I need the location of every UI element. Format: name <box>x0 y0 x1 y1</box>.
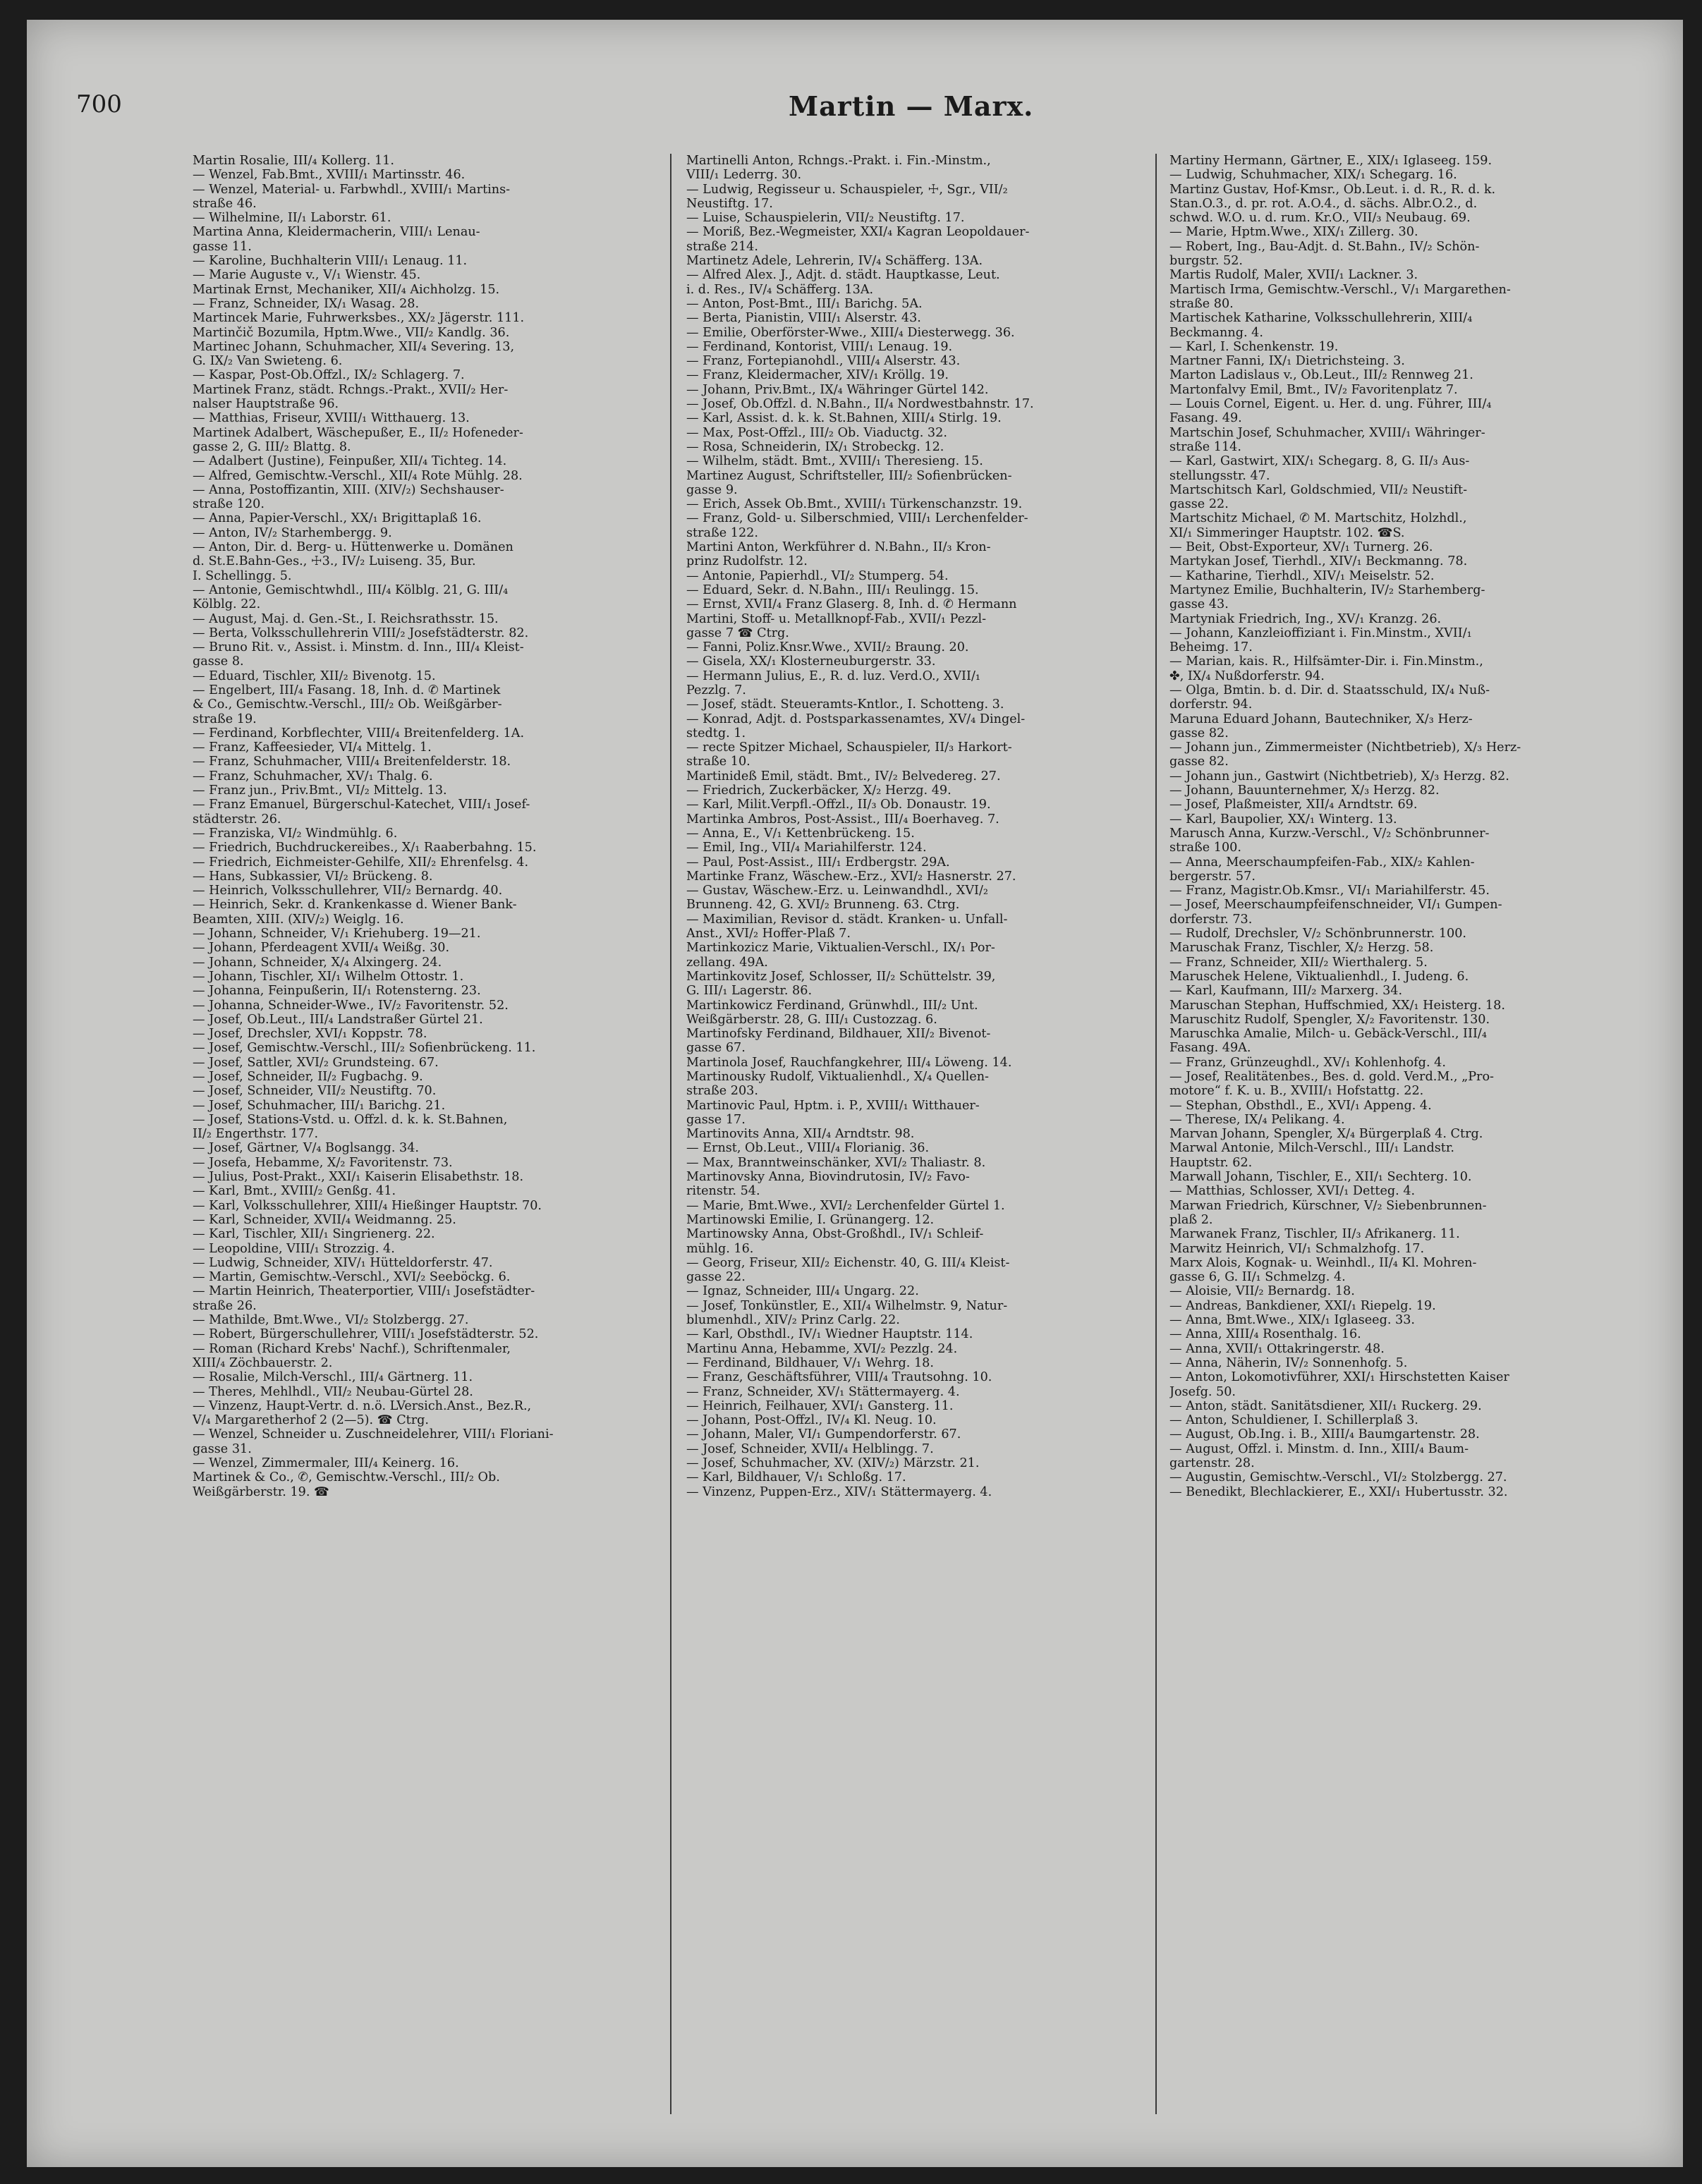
directory-entry: — Johann, Schneider, V/₁ Kriehuberg. 19—21. <box>193 927 481 941</box>
directory-entry: Martis Rudolf, Maler, XVII/₁ Lackner. 3. <box>1169 268 1418 283</box>
directory-entry: — Johanna, Schneider-Wwe., IV/₂ Favoritenstr. 52. <box>193 998 509 1013</box>
directory-entry: ritenstr. 54. <box>686 1184 760 1199</box>
directory-entry: — Anton, Post-Bmt., III/₁ Barichg. 5A. <box>686 296 923 311</box>
directory-entry: — Friedrich, Buchdruckereibes., X/₁ Raaberbahng. 15. <box>193 841 537 855</box>
directory-entry: — Anton, Dir. d. Berg- u. Hüttenwerke u. Domänen <box>193 540 513 555</box>
directory-entry: straße 122. <box>686 525 758 540</box>
directory-entry: — Anton, städt. Sanitätsdiener, XII/₁ Ruckerg. 29. <box>1169 1398 1482 1413</box>
directory-entry: I. Schellingg. 5. <box>193 568 292 583</box>
directory-entry: Martschin Josef, Schuhmacher, XVIII/₁ Währinger- <box>1169 425 1485 440</box>
directory-entry: — Rosa, Schneiderin, IX/₁ Strobeckg. 12. <box>686 439 944 454</box>
directory-entry: — Karl, Obsthdl., IV/₁ Wiedner Hauptstr. 114. <box>686 1327 973 1342</box>
directory-entry: prinz Rudolfstr. 12. <box>686 554 808 569</box>
directory-entry: — Josef, Schuhmacher, XV. (XIV/₂) Märzstr. 21. <box>686 1456 980 1471</box>
directory-entry: Marusch Anna, Kurzw.-Verschl., V/₂ Schönbrunner- <box>1169 826 1490 841</box>
directory-entry: Martinofsky Ferdinand, Bildhauer, XII/₂ Bivenot- <box>686 1027 991 1042</box>
directory-entry: Martinek Adalbert, Wäschepußer, E., II/₂ Hofeneder- <box>193 425 523 440</box>
directory-entry: — Beit, Obst-Exporteur, XV/₁ Turnerg. 26. <box>1169 540 1433 555</box>
directory-entry: Martinkozicz Marie, Viktualien-Verschl., IX/₁ Por- <box>686 941 995 956</box>
directory-entry: — Anna, XVII/₁ Ottakringerstr. 48. <box>1169 1341 1385 1356</box>
directory-entry: — Hans, Subkassier, VI/₂ Brückeng. 8. <box>193 869 433 884</box>
directory-entry: straße 100. <box>1169 841 1241 855</box>
directory-entry: — Gisela, XX/₁ Klosterneuburgerstr. 33. <box>686 654 936 669</box>
column-right <box>1169 154 1642 2114</box>
directory-entry: — Franziska, VI/₂ Windmühlg. 6. <box>193 826 398 841</box>
directory-entry: — August, Ob.Ing. i. B., XIII/₄ Baumgartenstr. 28. <box>1169 1427 1480 1442</box>
directory-entry: — Ignaz, Schneider, III/₄ Ungarg. 22. <box>686 1284 919 1299</box>
directory-entry: V/₄ Margaretherhof 2 (2—5). ☎ Ctrg. <box>193 1413 430 1428</box>
directory-entry: — Karl, I. Schenkenstr. 19. <box>1169 339 1339 354</box>
directory-entry: Martinowsky Anna, Obst-Großhdl., IV/₁ Schleif- <box>686 1227 984 1242</box>
directory-entry: — Matthias, Friseur, XVIII/₁ Witthauerg. 13. <box>193 411 470 426</box>
directory-entry: — Karl, Assist. d. k. k. St.Bahnen, XIII/₄ Stirlg. 19. <box>686 411 1002 426</box>
directory-entry: — Benedikt, Blechlackierer, E., XXI/₁ Hubertusstr. 32. <box>1169 1484 1508 1499</box>
directory-entry: — Andreas, Bankdiener, XXI/₁ Riepelg. 19. <box>1169 1298 1436 1313</box>
directory-entry: — Alfred, Gemischtw.-Verschl., XII/₄ Rote Mühlg. 28. <box>193 468 523 483</box>
directory-entry: straße 26. <box>193 1298 257 1313</box>
directory-entry: — Ernst, XVII/₄ Franz Glaserg. 8, Inh. d. ✆ Hermann <box>686 597 1017 612</box>
directory-entry: — Johann, Schneider, X/₄ Alxingerg. 24. <box>193 955 442 970</box>
directory-entry: — Johann, Priv.Bmt., IX/₄ Währinger Gürtel 142. <box>686 382 989 397</box>
directory-entry: Fasang. 49. <box>1169 411 1242 426</box>
directory-entry: — Alfred Alex. J., Adjt. d. städt. Hauptkasse, Leut. <box>686 268 1000 283</box>
directory-entry: gasse 67. <box>686 1041 746 1056</box>
directory-entry: — Anna, Bmt.Wwe., XIX/₁ Iglaseeg. 33. <box>1169 1313 1416 1328</box>
directory-entry: — Bruno Rit. v., Assist. i. Minstm. d. Inn., III/₄ Kleist- <box>193 640 524 655</box>
directory-entry: — Franz, Magistr.Ob.Kmsr., VI/₁ Mariahilferstr. 45. <box>1169 884 1490 898</box>
directory-entry: — Josef, Sattler, XVI/₂ Grundsteing. 67. <box>193 1055 439 1070</box>
directory-entry: Martinkovitz Josef, Schlosser, II/₂ Schüttelstr. 39, <box>686 969 996 984</box>
directory-entry: mühlg. 16. <box>686 1241 754 1256</box>
directory-entry: — Anna, E., V/₁ Kettenbrückeng. 15. <box>686 826 915 841</box>
directory-entry: — Franz, Schneider, IX/₁ Wasag. 28. <box>193 296 420 311</box>
directory-entry: — Franz jun., Priv.Bmt., VI/₂ Mittelg. 13. <box>193 783 447 798</box>
directory-entry: straße 114. <box>1169 439 1241 454</box>
directory-entry: Martinez August, Schriftsteller, III/₂ Sofienbrücken- <box>686 468 1012 483</box>
directory-entry: — Wenzel, Schneider u. Zuschneidelehrer, VIII/₁ Floriani- <box>193 1427 554 1442</box>
directory-entry: nalser Hauptstraße 96. <box>193 397 339 412</box>
directory-entry: Martner Fanni, IX/₁ Dietrichsteing. 3. <box>1169 354 1405 369</box>
page-number: 700 <box>76 90 122 118</box>
directory-entry: — Konrad, Adjt. d. Postsparkassenamtes, XV/₄ Dingel- <box>686 712 1026 726</box>
directory-entry: gasse 9. <box>686 482 738 497</box>
directory-entry: gasse 6, G. II/₁ Schmelzg. 4. <box>1169 1270 1346 1285</box>
directory-entry: — Josef, Realitätenbes., Bes. d. gold. Verd.M., „Pro- <box>1169 1070 1494 1084</box>
directory-entry: — Anna, XIII/₄ Rosenthalg. 16. <box>1169 1327 1361 1342</box>
directory-entry: Marton Ladislaus v., Ob.Leut., III/₂ Rennweg 21. <box>1169 368 1473 383</box>
directory-entry: — Rosalie, Milch-Verschl., III/₄ Gärtnerg. 11. <box>193 1370 473 1385</box>
directory-entry: — Josefa, Hebamme, X/₂ Favoritenstr. 73. <box>193 1155 453 1170</box>
directory-entry: Marwal Antonie, Milch-Verschl., III/₁ Landstr. <box>1169 1141 1454 1156</box>
directory-entry: — Franz, Kleidermacher, XIV/₁ Kröllg. 19. <box>686 368 949 383</box>
directory-entry: Kölblg. 22. <box>193 597 261 612</box>
directory-entry: & Co., Gemischtw.-Verschl., III/₂ Ob. Weißgärber- <box>193 697 502 712</box>
directory-entry: — Theres, Mehlhdl., VII/₂ Neubau-Gürtel 28. <box>193 1384 473 1399</box>
directory-entry: i. d. Res., IV/₄ Schäfferg. 13A. <box>686 282 874 297</box>
directory-entry: — Josef, Ob.Offzl. d. N.Bahn., II/₄ Nordwestbahnstr. 17. <box>686 397 1034 412</box>
directory-entry: — Josef, Tonkünstler, E., XII/₄ Wilhelmstr. 9, Natur- <box>686 1298 1008 1313</box>
directory-entry: — Hermann Julius, E., R. d. luz. Verd.O., XVII/₁ <box>686 669 980 683</box>
directory-entry: — Maximilian, Revisor d. städt. Kranken- u. Unfall- <box>686 912 1008 927</box>
directory-entry: — Josef, Drechsler, XVI/₁ Koppstr. 78. <box>193 1027 427 1042</box>
directory-entry: — Adalbert (Justine), Feinpußer, XII/₄ Tichteg. 14. <box>193 454 507 469</box>
directory-entry: — Karl, Bmt., XVIII/₂ Genßg. 41. <box>193 1184 396 1199</box>
directory-entry: Anst., XVI/₂ Hoffer-Plaß 7. <box>686 927 851 941</box>
directory-entry: — Matthias, Schlosser, XVI/₁ Detteg. 4. <box>1169 1184 1416 1199</box>
directory-entry: gasse 22. <box>1169 497 1229 512</box>
directory-entry: — Friedrich, Eichmeister-Gehilfe, XII/₂ Ehrenfelsg. 4. <box>193 855 529 870</box>
directory-entry: Martyniak Friedrich, Ing., XV/₁ Kranzg. 26. <box>1169 611 1442 626</box>
directory-entry: gartenstr. 28. <box>1169 1456 1255 1471</box>
directory-entry: Martinčič Bozumila, Hptm.Wwe., VII/₂ Kandlg. 36. <box>193 325 510 340</box>
directory-entry: — Karl, Tischler, XII/₁ Singrienerg. 22. <box>193 1227 435 1242</box>
directory-entry: — Engelbert, III/₄ Fasang. 18, Inh. d. ✆ Martinek <box>193 683 501 697</box>
directory-entry: — Josef, Ob.Leut., III/₄ Landstraßer Gürtel 21. <box>193 1012 483 1027</box>
directory-entry: zellang. 49A. <box>686 955 768 970</box>
directory-entry: — Anton, Schuldiener, I. Schillerplaß 3. <box>1169 1413 1418 1428</box>
directory-entry: — Johann, Post-Offzl., IV/₄ Kl. Neug. 10. <box>686 1413 937 1428</box>
directory-entry: plaß 2. <box>1169 1212 1213 1227</box>
directory-entry: Marwan Friedrich, Kürschner, V/₂ Siebenbrunnen- <box>1169 1198 1487 1213</box>
directory-entry: — Johann, Tischler, XI/₁ Wilhelm Ottostr. 1. <box>193 969 464 984</box>
directory-entry: — Vinzenz, Puppen-Erz., XIV/₁ Stättermayerg. 4. <box>686 1484 992 1499</box>
directory-entry: Stan.O.3., d. pr. rot. A.O.4., d. sächs. Albr.O.2., d. <box>1169 196 1478 211</box>
directory-entry: Beckmanng. 4. <box>1169 325 1263 340</box>
directory-entry: Maruschka Amalie, Milch- u. Gebäck-Verschl., III/₄ <box>1169 1027 1487 1042</box>
directory-entry: Marwanek Franz, Tischler, II/₃ Afrikanerg. 11. <box>1169 1227 1460 1242</box>
directory-entry: gasse 43. <box>1169 597 1229 612</box>
directory-entry: — Wenzel, Fab.Bmt., XVIII/₁ Martinsstr. 46. <box>193 168 466 183</box>
directory-entry: Josefg. 50. <box>1169 1384 1236 1399</box>
directory-entry: — Erich, Assek Ob.Bmt., XVIII/₁ Türkenschanzstr. 19. <box>686 497 1023 512</box>
directory-entry: — Leopoldine, VIII/₁ Strozzig. 4. <box>193 1241 395 1256</box>
directory-entry: — Karl, Bildhauer, V/₁ Schloßg. 17. <box>686 1470 906 1485</box>
directory-entry: — Olga, Bmtin. b. d. Dir. d. Staatsschuld, IX/₄ Nuß- <box>1169 683 1490 697</box>
directory-entry: — Berta, Volksschullehrerin VIII/₂ Josefstädterstr. 82. <box>193 626 529 640</box>
directory-entry: straße 120. <box>193 497 265 512</box>
directory-entry: schwd. W.O. u. d. rum. Kr.O., VII/₃ Neubaug. 69. <box>1169 211 1471 226</box>
directory-entry: — Heinrich, Volksschullehrer, VII/₂ Bernardg. 40. <box>193 884 503 898</box>
directory-entry: — Karl, Schneider, XVII/₄ Weidmanng. 25. <box>193 1212 456 1227</box>
directory-entry: Martykan Josef, Tierhdl., XIV/₁ Beckmanng. 78. <box>1169 554 1468 569</box>
directory-entry: — Anna, Meerschaumpfeifen-Fab., XIX/₂ Kahlen- <box>1169 855 1475 870</box>
directory-entry: gasse 8. <box>193 654 244 669</box>
directory-entry: — Augustin, Gemischtw.-Verschl., VI/₂ Stolzbergg. 27. <box>1169 1470 1507 1485</box>
directory-entry: — Georg, Friseur, XII/₂ Eichenstr. 40, G. III/₄ Kleist- <box>686 1255 1010 1270</box>
directory-entry: Weißgärberstr. 28, G. III/₁ Custozzag. 6. <box>686 1012 937 1027</box>
directory-entry: Martinelli Anton, Rchngs.-Prakt. i. Fin.-Minstm., <box>686 154 991 168</box>
directory-entry: — Johann jun., Zimmermeister (Nichtbetrieb), X/₃ Herz- <box>1169 740 1521 755</box>
directory-entry: — August, Maj. d. Gen.-St., I. Reichsrathsstr. 15. <box>193 611 499 626</box>
directory-entry: straße 203. <box>686 1084 758 1099</box>
directory-entry: Beamten, XIII. (XIV/₂) Weiglg. 16. <box>193 912 404 927</box>
directory-entry: Martischek Katharine, Volksschullehrerin, XIII/₄ <box>1169 311 1473 326</box>
directory-entry: Marvan Johann, Spengler, X/₄ Bürgerplaß 4. Ctrg. <box>1169 1127 1483 1142</box>
directory-entry: burgstr. 52. <box>1169 254 1244 269</box>
directory-entry: — Fanni, Poliz.Knsr.Wwe., XVII/₂ Braung. 20. <box>686 640 969 655</box>
directory-entry: — recte Spitzer Michael, Schauspieler, II/₃ Harkort- <box>686 740 1012 755</box>
directory-entry: — Josef, Schuhmacher, III/₁ Barichg. 21. <box>193 1098 446 1113</box>
directory-entry: Martonfalvy Emil, Bmt., IV/₂ Favoritenplatz 7. <box>1169 382 1458 397</box>
directory-entry: — Johann jun., Gastwirt (Nichtbetrieb), X/₃ Herzg. 82. <box>1169 769 1509 783</box>
directory-entry: Pezzlg. 7. <box>686 683 746 697</box>
directory-entry: — Eduard, Tischler, XII/₂ Bivenotg. 15. <box>193 669 436 683</box>
directory-entry: — Moriß, Bez.-Wegmeister, XXI/₄ Kagran Leopoldauer- <box>686 225 1030 240</box>
directory-entry: d. St.E.Bahn-Ges., ☩3., IV/₂ Luiseng. 35, Bur. <box>193 554 476 569</box>
directory-entry: Martinovic Paul, Hptm. i. P., XVIII/₁ Witthauer- <box>686 1098 980 1113</box>
directory-entry: straße 19. <box>193 712 257 726</box>
directory-entry: — Louis Cornel, Eigent. u. Her. d. ung. Führer, III/₄ <box>1169 397 1492 412</box>
directory-entry: Martina Anna, Kleidermacherin, VIII/₁ Lenau- <box>193 225 480 240</box>
directory-entry: — Franz, Schneider, XV/₁ Stättermayerg. 4. <box>686 1384 960 1399</box>
directory-entry: Fasang. 49A. <box>1169 1041 1251 1056</box>
directory-entry: Martini, Stoff- u. Metallknopf-Fab., XVII/₁ Pezzl- <box>686 611 987 626</box>
directory-entry: — Gustav, Wäschew.-Erz. u. Leinwandhdl., XVI/₂ <box>686 884 988 898</box>
directory-entry: — Franz, Grünzeughdl., XV/₁ Kohlenhofg. 4. <box>1169 1055 1446 1070</box>
directory-entry: ✤, IX/₄ Nußdorferstr. 94. <box>1169 669 1325 683</box>
directory-entry: — Josef, Schneider, II/₂ Fugbachg. 9. <box>193 1070 423 1084</box>
directory-entry: — Eduard, Sekr. d. N.Bahn., III/₁ Reulingg. 15. <box>686 582 979 597</box>
directory-entry: Hauptstr. 62. <box>1169 1155 1253 1170</box>
directory-entry: — Johann, Pferdeagent XVII/₄ Weißg. 30. <box>193 941 450 956</box>
directory-entry: Martinousky Rudolf, Viktualienhdl., X/₄ Quellen- <box>686 1070 989 1084</box>
directory-entry: — Anna, Näherin, IV/₂ Sonnenhofg. 5. <box>1169 1355 1408 1370</box>
directory-entry: — Anna, Postoffizantin, XIII. (XIV/₂) Sechshauser- <box>193 482 504 497</box>
directory-entry: — Marie, Hptm.Wwe., XIX/₁ Zillerg. 30. <box>1169 225 1418 240</box>
directory-entry: — Kaspar, Post-Ob.Offzl., IX/₂ Schlagerg. 7. <box>193 368 465 383</box>
directory-entry: G. III/₁ Lagerstr. 86. <box>686 984 813 999</box>
directory-entry: — Karl, Baupolier, XX/₁ Winterg. 13. <box>1169 812 1397 826</box>
directory-entry: Martinovsky Anna, Biovindrutosin, IV/₂ Favo- <box>686 1170 970 1185</box>
directory-entry: Martinideß Emil, städt. Bmt., IV/₂ Belvedereg. 27. <box>686 769 1001 783</box>
directory-entry: — Ludwig, Regisseur u. Schauspieler, ☩, Sgr., VII/₂ <box>686 182 1008 197</box>
directory-entry: — Johann, Kanzleioffiziant i. Fin.Minstm., XVII/₁ <box>1169 626 1472 640</box>
directory-entry: straße 46. <box>193 196 257 211</box>
directory-entry: gasse 82. <box>1169 726 1229 740</box>
directory-entry: — Friedrich, Zuckerbäcker, X/₂ Herzg. 49. <box>686 783 952 798</box>
directory-entry: gasse 11. <box>193 239 252 254</box>
column-rule <box>670 154 671 2114</box>
directory-entry: — Ludwig, Schuhmacher, XIX/₁ Schegarg. 16. <box>1169 168 1457 183</box>
directory-entry: — Josef, Schneider, XVII/₄ Helblingg. 7. <box>686 1441 934 1456</box>
directory-entry: städterstr. 26. <box>193 812 281 826</box>
directory-entry: — Karl, Kaufmann, III/₂ Marxerg. 34. <box>1169 984 1403 999</box>
directory-entry: — Franz Emanuel, Bürgerschul-Katechet, VIII/₁ Josef- <box>193 798 530 812</box>
directory-entry: gasse 7 ☎ Ctrg. <box>686 626 789 640</box>
directory-entry: — Josef, Meerschaumpfeifenschneider, VI/₁ Gumpen- <box>1169 898 1502 913</box>
directory-entry: Maruschitz Rudolf, Spengler, X/₂ Favoritenstr. 130. <box>1169 1012 1490 1027</box>
directory-entry: — Ernst, Ob.Leut., VIII/₄ Florianig. 36. <box>686 1141 930 1156</box>
directory-entry: — Ferdinand, Kontorist, VIII/₁ Lenaug. 19. <box>686 339 953 354</box>
directory-entry: — Josef, Gemischtw.-Verschl., III/₂ Sofienbrückeng. 11. <box>193 1041 536 1056</box>
directory-entry: XIII/₄ Zöchbauerstr. 2. <box>193 1355 333 1370</box>
directory-entry: — Luise, Schauspielerin, VII/₂ Neustiftg. 17. <box>686 211 965 226</box>
directory-entry: Martynez Emilie, Buchhalterin, IV/₂ Starhemberg- <box>1169 582 1485 597</box>
directory-entry: — Franz, Kaffeesieder, VI/₄ Mittelg. 1. <box>193 740 432 755</box>
directory-entry: Maruna Eduard Johann, Bautechniker, X/₃ Herz- <box>1169 712 1473 726</box>
directory-entry: — August, Offzl. i. Minstm. d. Inn., XIII/₄ Baum- <box>1169 1441 1469 1456</box>
directory-entry: gasse 2, G. III/₂ Blattg. 8. <box>193 439 351 454</box>
directory-entry: Martin Rosalie, III/₄ Kollerg. 11. <box>193 154 394 168</box>
directory-entry: — Katharine, Tierhdl., XIV/₁ Meiselstr. 52. <box>1169 568 1435 583</box>
directory-entry: — Antonie, Papierhdl., VI/₂ Stumperg. 54. <box>686 568 949 583</box>
directory-entry: Martinec Johann, Schuhmacher, XII/₄ Severing. 13, <box>193 339 515 354</box>
directory-entry: — Johann, Bauunternehmer, X/₃ Herzg. 82. <box>1169 783 1440 798</box>
directory-entry: — Franz, Fortepianohdl., VIII/₄ Alserstr. 43. <box>686 354 961 369</box>
directory-entry: — Heinrich, Sekr. d. Krankenkasse d. Wiener Bank- <box>193 898 517 913</box>
directory-entry: — Vinzenz, Haupt-Vertr. d. n.ö. LVersich.Anst., Bez.R., <box>193 1398 532 1413</box>
directory-entry: — Therese, IX/₄ Pelikang. 4. <box>1169 1112 1345 1127</box>
directory-entry: — Franz, Schuhmacher, VIII/₄ Breitenfelderstr. 18. <box>193 755 511 769</box>
directory-entry: Martisch Irma, Gemischtw.-Verschl., V/₁ Margarethen- <box>1169 282 1511 297</box>
directory-entry: — Karl, Milit.Verpfl.-Offzl., II/₃ Ob. Donaustr. 19. <box>686 798 991 812</box>
directory-entry: — Anna, Papier-Verschl., XX/₁ Brigittaplaß 16. <box>193 511 482 526</box>
directory-entry: Martinkowicz Ferdinand, Grünwhdl., III/₂ Unt. <box>686 998 978 1013</box>
directory-entry: — Martin Heinrich, Theaterportier, VIII/₁ Josefstädter- <box>193 1284 535 1299</box>
directory-entry: Martinek & Co., ✆, Gemischtw.-Verschl., III/₂ Ob. <box>193 1470 500 1485</box>
directory-entry: — Marie Auguste v., V/₁ Wienstr. 45. <box>193 268 421 283</box>
directory-entry: Martiny Hermann, Gärtner, E., XIX/₁ Iglaseeg. 159. <box>1169 154 1493 168</box>
directory-entry: XI/₁ Simmeringer Hauptstr. 102. ☎S. <box>1169 525 1405 540</box>
directory-entry: Martinowski Emilie, I. Grünangerg. 12. <box>686 1212 935 1227</box>
directory-entry: — Josef, städt. Steueramts-Kntlor., I. Schotteng. 3. <box>686 697 1004 712</box>
directory-entry: — Mathilde, Bmt.Wwe., VI/₂ Stolzbergg. 27. <box>193 1313 469 1328</box>
directory-entry: straße 214. <box>686 239 758 254</box>
directory-page <box>27 20 1683 2167</box>
directory-entry: — Ferdinand, Korbflechter, VIII/₄ Breitenfelderg. 1A. <box>193 726 525 740</box>
directory-entry: — Heinrich, Feilhauer, XVI/₁ Gansterg. 11. <box>686 1398 954 1413</box>
directory-entry: — Josef, Gärtner, V/₄ Boglsangg. 34. <box>193 1141 419 1156</box>
directory-entry: Marx Alois, Kognak- u. Weinhdl., II/₄ Kl. Mohren- <box>1169 1255 1477 1270</box>
directory-entry: Beheimg. 17. <box>1169 640 1253 655</box>
directory-entry: — Johanna, Feinpußerin, II/₁ Rotensterng. 23. <box>193 984 481 999</box>
directory-entry: — Franz, Schuhmacher, XV/₁ Thalg. 6. <box>193 769 433 783</box>
directory-entry: dorferstr. 73. <box>1169 912 1253 927</box>
directory-entry: Maruschek Helene, Viktualienhdl., I. Judeng. 6. <box>1169 969 1469 984</box>
directory-entry: — Karl, Volksschullehrer, XIII/₄ Hießinger Hauptstr. 70. <box>193 1198 542 1213</box>
directory-entry: bergerstr. 57. <box>1169 869 1256 884</box>
directory-entry: Maruschan Stephan, Huffschmied, XX/₁ Heisterg. 18. <box>1169 998 1505 1013</box>
directory-entry: — Julius, Post-Prakt., XXI/₁ Kaiserin Elisabethstr. 18. <box>193 1170 524 1185</box>
directory-entry: — Rudolf, Drechsler, V/₂ Schönbrunnerstr. 100. <box>1169 927 1467 941</box>
directory-entry: — Marie, Bmt.Wwe., XVI/₂ Lerchenfelder Gürtel 1. <box>686 1198 1005 1213</box>
directory-entry: — Franz, Schneider, XII/₂ Wierthalerg. 5. <box>1169 955 1428 970</box>
directory-entry: Martinovits Anna, XII/₄ Arndtstr. 98. <box>686 1127 915 1142</box>
directory-entry: — Max, Post-Offzl., III/₂ Ob. Viaductg. 32. <box>686 425 947 440</box>
directory-entry: II/₂ Engerthstr. 177. <box>193 1127 319 1142</box>
directory-entry: stedtg. 1. <box>686 726 746 740</box>
directory-entry: gasse 17. <box>686 1112 746 1127</box>
directory-entry: — Roman (Richard Krebs' Nachf.), Schriftenmaler, <box>193 1341 511 1356</box>
directory-entry: Martinetz Adele, Lehrerin, IV/₄ Schäfferg. 13A. <box>686 254 983 269</box>
directory-entry: Neustiftg. 17. <box>686 196 773 211</box>
directory-entry: gasse 82. <box>1169 755 1229 769</box>
directory-entry: — Anton, Lokomotivführer, XXI/₁ Hirschstetten Kaiser <box>1169 1370 1509 1385</box>
directory-entry: Martinke Franz, Wäschew.-Erz., XVI/₂ Hasnerstr. 27. <box>686 869 1016 884</box>
directory-entry: — Ludwig, Schneider, XIV/₁ Hütteldorferstr. 47. <box>193 1255 493 1270</box>
directory-entry: Martinu Anna, Hebamme, XVI/₂ Pezzlg. 24. <box>686 1341 958 1356</box>
directory-entry: Martini Anton, Werkführer d. N.Bahn., II/₃ Kron- <box>686 540 991 555</box>
directory-entry: — Karoline, Buchhalterin VIII/₁ Lenaug. 11. <box>193 254 468 269</box>
directory-entry: — Robert, Bürgerschullehrer, VIII/₁ Josefstädterstr. 52. <box>193 1327 539 1342</box>
directory-entry: — Anton, IV/₂ Starhembergg. 9. <box>193 525 392 540</box>
directory-entry: — Johann, Maler, VI/₁ Gumpendorferstr. 67. <box>686 1427 961 1442</box>
directory-entry: — Josef, Schneider, VII/₂ Neustiftg. 70. <box>193 1084 437 1099</box>
directory-entry: — Stephan, Obsthdl., E., XVI/₁ Appeng. 4. <box>1169 1098 1432 1113</box>
running-head: Martin — Marx. <box>789 90 1034 122</box>
directory-entry: — Wilhelmine, II/₁ Laborstr. 61. <box>193 211 391 226</box>
directory-entry: Marwall Johann, Tischler, E., XII/₁ Sechterg. 10. <box>1169 1170 1472 1185</box>
directory-entry: Martinka Ambros, Post-Assist., III/₄ Boerhaveg. 7. <box>686 812 999 826</box>
directory-entry: Martschitsch Karl, Goldschmied, VII/₂ Neustift- <box>1169 482 1468 497</box>
directory-entry: Weißgärberstr. 19. ☎ <box>193 1484 329 1499</box>
directory-entry: — Max, Branntweinschänker, XVI/₂ Thaliastr. 8. <box>686 1155 986 1170</box>
directory-entry: — Emil, Ing., VII/₄ Mariahilferstr. 124. <box>686 841 927 855</box>
directory-entry: — Antonie, Gemischtwhdl., III/₄ Kölblg. 21, G. III/₄ <box>193 582 509 597</box>
directory-entry: Martinz Gustav, Hof-Kmsr., Ob.Leut. i. d. R., R. d. k. <box>1169 182 1496 197</box>
column-middle <box>686 154 1159 2114</box>
directory-entry: — Ferdinand, Bildhauer, V/₁ Wehrg. 18. <box>686 1355 934 1370</box>
directory-entry: G. IX/₂ Van Swieteng. 6. <box>193 354 343 369</box>
directory-entry: Brunneng. 42, G. XVI/₂ Brunneng. 63. Ctrg. <box>686 898 960 913</box>
directory-entry: straße 10. <box>686 755 750 769</box>
directory-entry: — Josef, Stations-Vstd. u. Offzl. d. k. k. St.Bahnen, <box>193 1112 508 1127</box>
directory-entry: dorferstr. 94. <box>1169 697 1253 712</box>
directory-entry: — Franz, Gold- u. Silberschmied, VIII/₁ Lerchenfelder- <box>686 511 1028 526</box>
directory-entry: — Wenzel, Material- u. Farbwhdl., XVIII/₁ Martins- <box>193 182 511 197</box>
directory-entry: gasse 22. <box>686 1270 746 1285</box>
directory-entry: VIII/₁ Lederrg. 30. <box>686 168 802 183</box>
directory-entry: stellungsstr. 47. <box>1169 468 1270 483</box>
directory-entry: — Josef, Plaßmeister, XII/₄ Arndtstr. 69. <box>1169 798 1418 812</box>
directory-entry: Marwitz Heinrich, VI/₁ Schmalzhofg. 17. <box>1169 1241 1425 1256</box>
directory-entry: — Berta, Pianistin, VIII/₁ Alserstr. 43. <box>686 311 921 326</box>
directory-entry: — Emilie, Oberförster-Wwe., XIII/₄ Diesterwegg. 36. <box>686 325 1015 340</box>
directory-entry: Martinek Franz, städt. Rchngs.-Prakt., XVII/₂ Her- <box>193 382 509 397</box>
directory-entry: — Wilhelm, städt. Bmt., XVIII/₁ Theresieng. 15. <box>686 454 983 469</box>
directory-entry: — Franz, Geschäftsführer, VIII/₄ Trautsohng. 10. <box>686 1370 992 1385</box>
directory-entry: Martinola Josef, Rauchfangkehrer, III/₄ Löweng. 14. <box>686 1055 1012 1070</box>
directory-entry: — Robert, Ing., Bau-Adjt. d. St.Bahn., IV/₂ Schön- <box>1169 239 1480 254</box>
directory-entry: Maruschak Franz, Tischler, X/₂ Herzg. 58. <box>1169 941 1434 956</box>
directory-entry: — Aloisie, VII/₂ Bernardg. 18. <box>1169 1284 1355 1299</box>
directory-entry: — Marian, kais. R., Hilfsämter-Dir. i. Fin.Minstm., <box>1169 654 1483 669</box>
directory-entry: motore“ f. K. u. B., XVIII/₁ Hofstattg. 22. <box>1169 1084 1424 1099</box>
directory-entry: — Wenzel, Zimmermaler, III/₄ Keinerg. 16. <box>193 1456 459 1471</box>
directory-entry: blumenhdl., XIV/₂ Prinz Carlg. 22. <box>686 1313 900 1328</box>
directory-entry: straße 80. <box>1169 296 1234 311</box>
directory-entry: — Martin, Gemischtw.-Verschl., XVI/₂ Seeböckg. 6. <box>193 1270 511 1285</box>
directory-entry: Martinak Ernst, Mechaniker, XII/₄ Aichholzg. 15. <box>193 282 500 297</box>
directory-entry: Martschitz Michael, ✆ M. Martschitz, Holzhdl., <box>1169 511 1467 526</box>
directory-entry: — Karl, Gastwirt, XIX/₁ Schegarg. 8, G. II/₃ Aus- <box>1169 454 1470 469</box>
directory-entry: gasse 31. <box>193 1441 252 1456</box>
directory-entry: — Paul, Post-Assist., III/₁ Erdbergstr. 29A. <box>686 855 950 870</box>
directory-entry: Martincek Marie, Fuhrwerksbes., XX/₂ Jägerstr. 111. <box>193 311 525 326</box>
column-left <box>193 154 665 2114</box>
